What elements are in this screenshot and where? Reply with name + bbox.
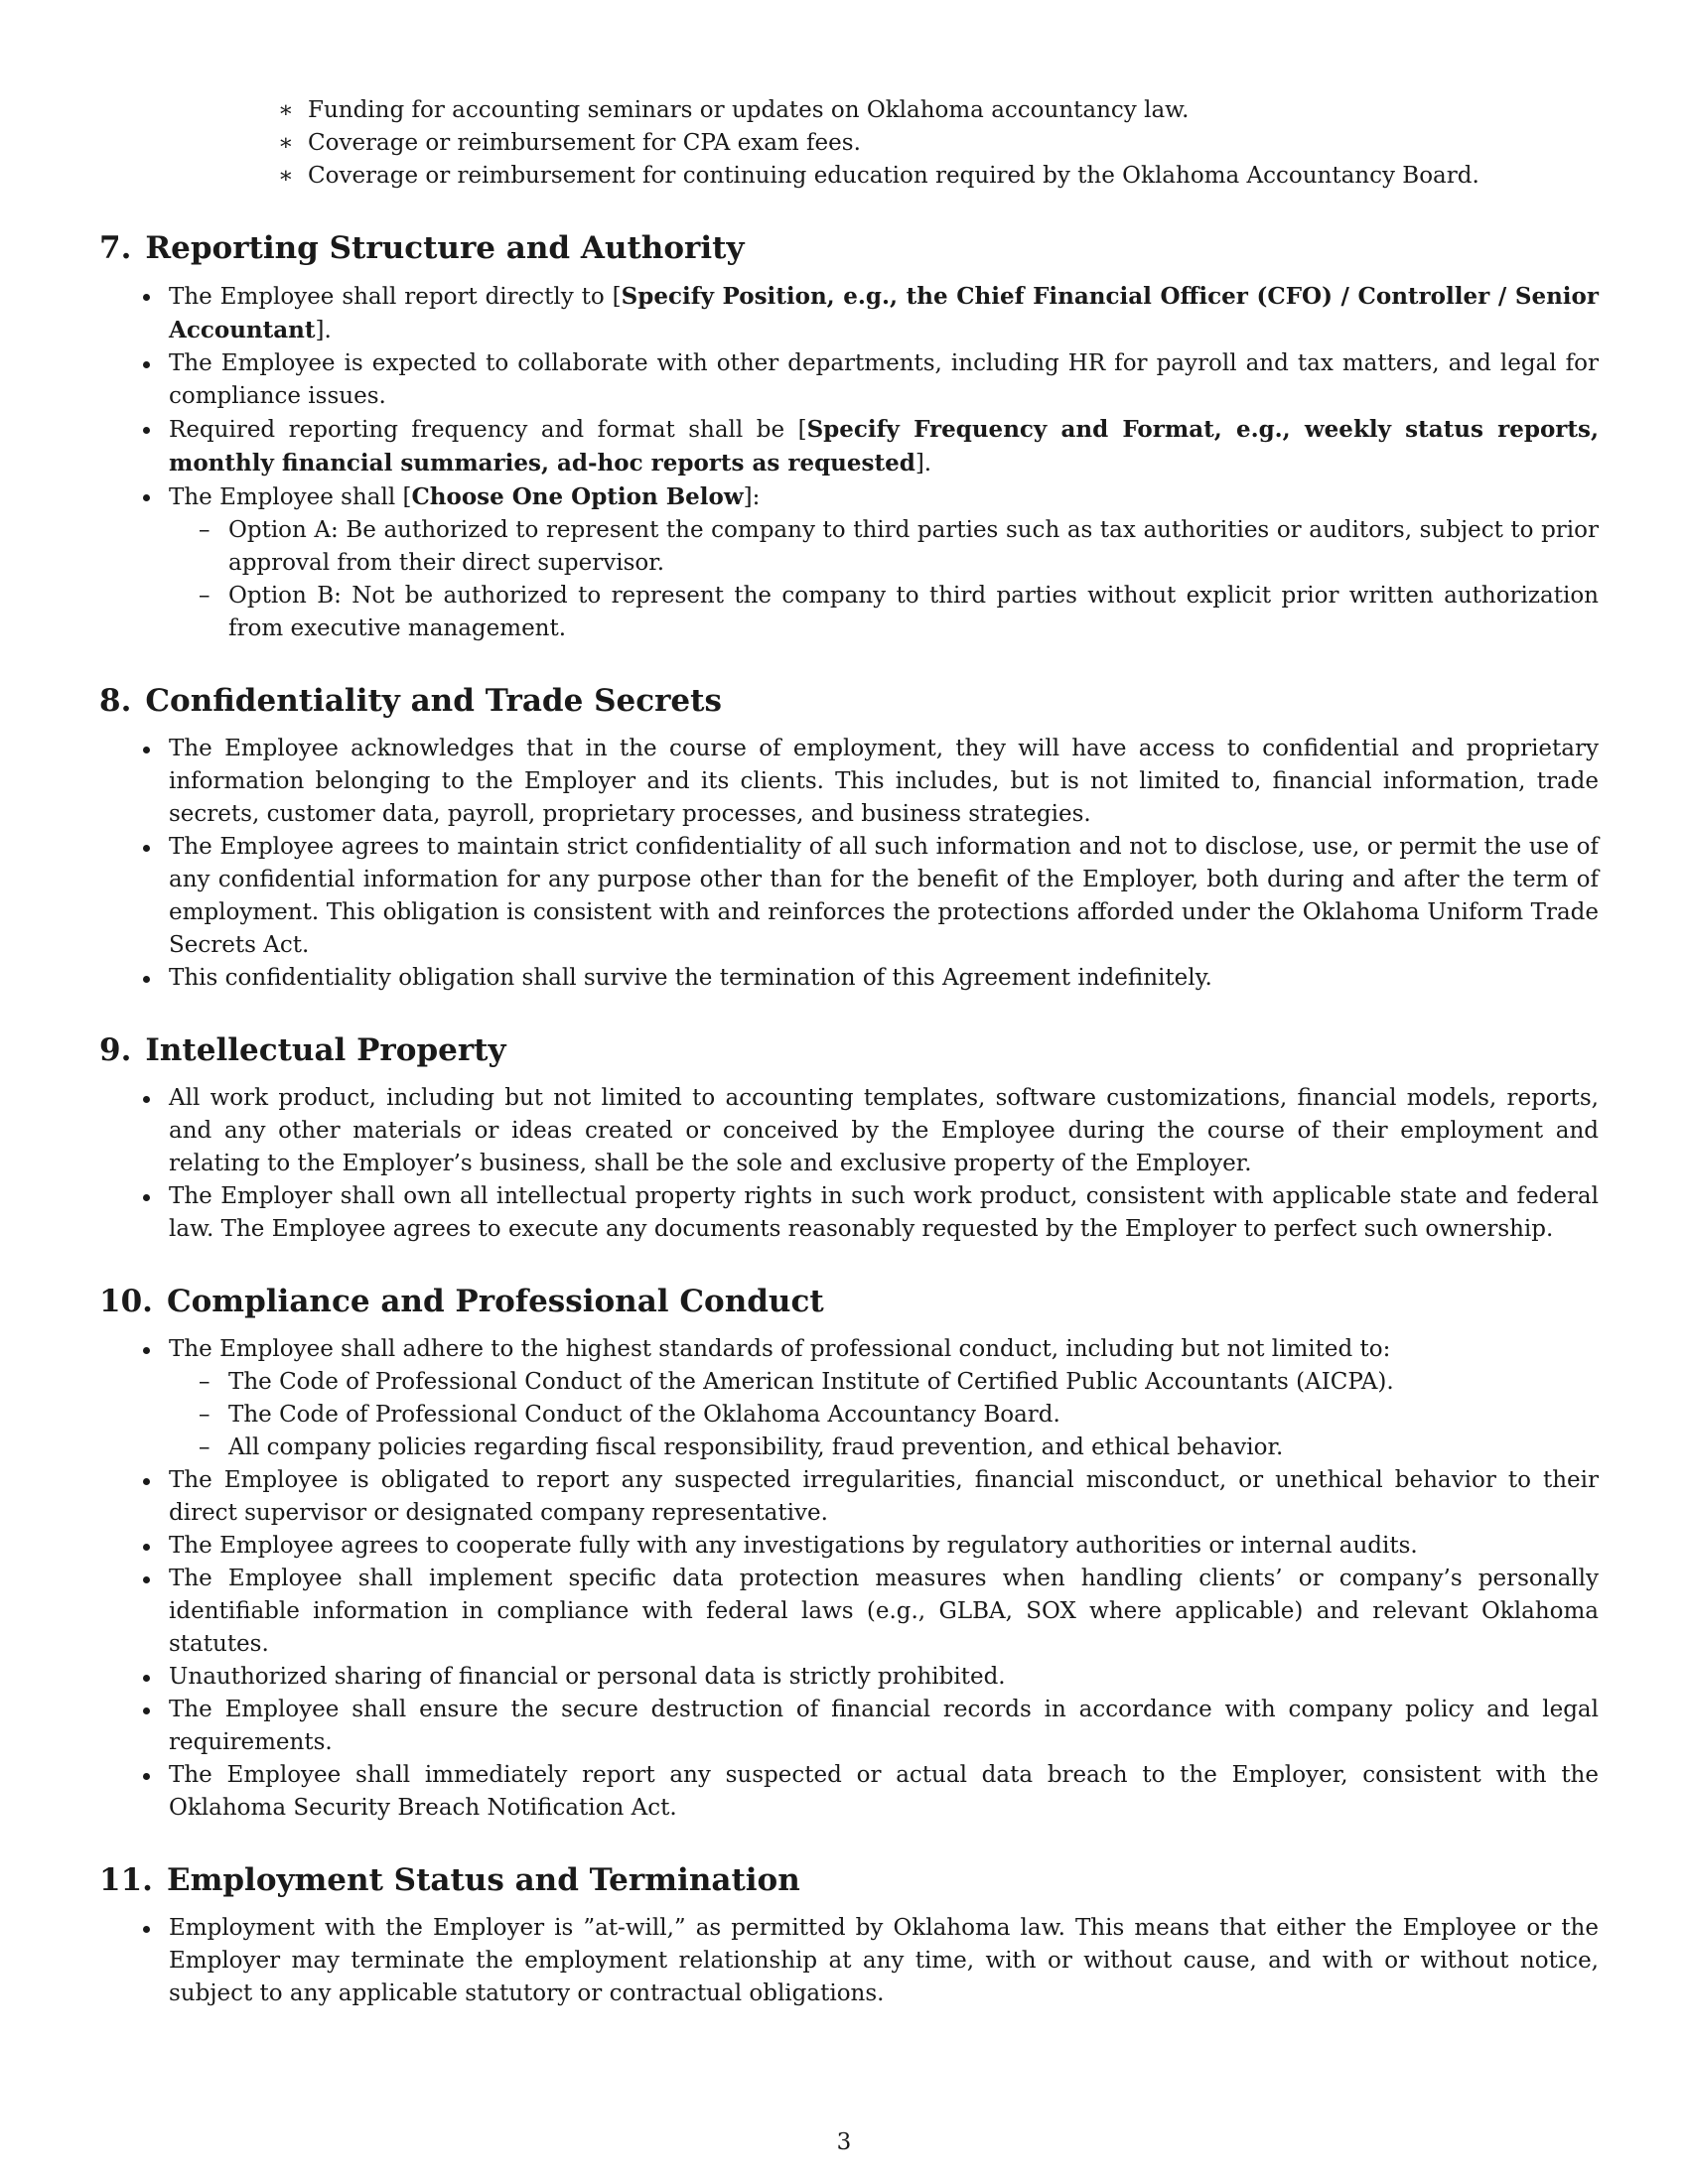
document-page	[99, 94, 1599, 2010]
section-9	[99, 1030, 1599, 1246]
option-b: – Option B: Not be authorized to represent the company to third parties without explicit prior written authorization from executive management.	[169, 580, 1599, 645]
list-item: The Employee agrees to cooperate fully with any investigations by regulatory authorities or internal audits.	[99, 1530, 1599, 1563]
text-fragment: ].	[914, 451, 932, 477]
section-heading	[99, 1860, 1599, 1900]
section-title: Intellectual Property	[145, 1032, 506, 1068]
text-fragment: The Employee shall report directly to [	[169, 284, 622, 310]
section-title: Compliance and Professional Conduct	[166, 1284, 824, 1319]
list-item: ∗ Coverage or reimbursement for CPA exam fees.	[278, 127, 1599, 160]
list-item	[99, 1333, 1599, 1464]
list-item: ∗ Coverage or reimbursement for continuing education required by the Oklahoma Accountancy Board.	[278, 160, 1599, 193]
placeholder-text: Specify Position, e.g., the Chief Financial Officer (CFO) / Controller / Senior Accountant	[169, 283, 1599, 343]
section-title: Employment Status and Termination	[166, 1862, 800, 1898]
list-item	[99, 480, 1599, 645]
text-fragment: Required reporting frequency and format shall be [	[169, 417, 807, 443]
section-number: 11.	[99, 1862, 153, 1898]
list-item: The Employer shall own all intellectual property rights in such work product, consistent with applicable state and federal law. The Employee agrees to execute any documents reasonably requested by the Employer to perfect such ownership.	[99, 1180, 1599, 1246]
section-7	[99, 228, 1599, 645]
list-item: The Employee shall immediately report any suspected or actual data breach to the Employer, consistent with the Oklahoma Security Breach Notification Act.	[99, 1759, 1599, 1825]
list-item: – The Code of Professional Conduct of the American Institute of Certified Public Accountants (AICPA).	[169, 1366, 1599, 1399]
text-fragment: ]:	[743, 484, 761, 510]
list-item: This confidentiality obligation shall survive the termination of this Agreement indefinitely.	[99, 962, 1599, 995]
list-item: The Employee is obligated to report any suspected irregularities, financial misconduct, or unethical behavior to their direct supervisor or designated company representative.	[99, 1464, 1599, 1530]
section-heading	[99, 681, 1599, 721]
section-10	[99, 1282, 1599, 1825]
page-number: 3	[836, 2129, 852, 2155]
text-fragment: ].	[315, 318, 332, 343]
section-heading	[99, 1030, 1599, 1070]
section-number: 9.	[99, 1032, 132, 1068]
conduct-code-list	[169, 1366, 1599, 1464]
section-heading	[99, 228, 1599, 268]
list-item: Unauthorized sharing of financial or personal data is strictly prohibited.	[99, 1661, 1599, 1694]
section-number: 8.	[99, 683, 132, 719]
text-fragment: The Employee shall [	[169, 484, 412, 510]
list-item: – The Code of Professional Conduct of the Oklahoma Accountancy Board.	[169, 1399, 1599, 1432]
list-item: The Employee shall ensure the secure destruction of financial records in accordance with company policy and legal requirements.	[99, 1694, 1599, 1759]
list-item: The Employee is expected to collaborate with other departments, including HR for payroll and tax matters, and legal for compliance issues.	[99, 347, 1599, 413]
option-a: – Option A: Be authorized to represent the company to third parties such as tax authorities or auditors, subject to prior approval from their direct supervisor.	[169, 514, 1599, 580]
placeholder-text: Choose One Option Below	[411, 483, 744, 510]
section-number: 7.	[99, 230, 132, 266]
list-item: ∗ Funding for accounting seminars or updates on Oklahoma accountancy law.	[278, 94, 1599, 127]
list-item	[99, 280, 1599, 347]
list-item: All work product, including but not limited to accounting templates, software customizations, financial models, reports, and any other materials or ideas created or conceived by the Employee during the course of their employment and relating to the Employer’s business, shall be the sole and exclusive property of the Employer.	[99, 1082, 1599, 1180]
list-item: Employment with the Employer is ”at-will,” as permitted by Oklahoma law. This means that either the Employee or the Employer may terminate the employment relationship at any time, with or without cause, and with or without notice, subject to any applicable statutory or contractual obligations.	[99, 1912, 1599, 2010]
section-11	[99, 1860, 1599, 2010]
list-item: The Employee agrees to maintain strict confidentiality of all such information and not to disclose, use, or permit the use of any confidential information for any purpose other than for the benefit of the Employer, both during and after the term of employment. This obligation is consistent with and reinforces the protections afforded under the Oklahoma Uniform Trade Secrets Act.	[99, 831, 1599, 962]
option-list	[169, 514, 1599, 645]
text-fragment: The Employee shall adhere to the highest standards of professional conduct, including but not limited to:	[169, 1336, 1391, 1362]
section-title: Reporting Structure and Authority	[145, 230, 745, 266]
section-title: Confidentiality and Trade Secrets	[145, 683, 722, 719]
section-heading	[99, 1282, 1599, 1321]
section-8	[99, 681, 1599, 995]
list-item	[99, 413, 1599, 480]
list-item: The Employee shall implement specific data protection measures when handling clients’ or company’s personally identifiable information in compliance with federal laws (e.g., GLBA, SOX where applicable) and relevant Oklahoma statutes.	[99, 1563, 1599, 1661]
section-number: 10.	[99, 1284, 153, 1319]
list-item: – All company policies regarding fiscal responsibility, fraud prevention, and ethical behavior.	[169, 1432, 1599, 1464]
placeholder-text: Specify Frequency and Format, e.g., weekly status reports, monthly financial summaries, ad-hoc reports as requested	[169, 416, 1599, 477]
list-item: The Employee acknowledges that in the course of employment, they will have access to confidential and proprietary information belonging to the Employer and its clients. This includes, but is not limited to, financial information, trade secrets, customer data, payroll, proprietary processes, and business strategies.	[99, 733, 1599, 831]
benefit-fragment-list	[278, 94, 1599, 193]
